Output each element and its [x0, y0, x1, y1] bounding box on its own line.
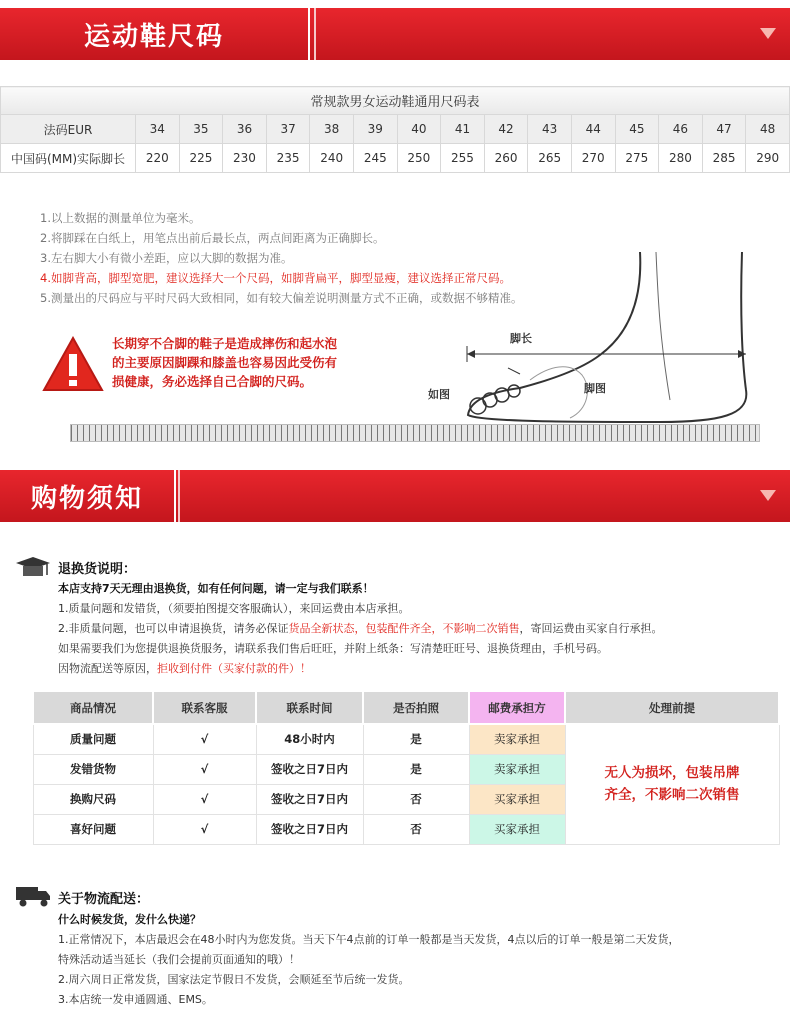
returns-line: 1.质量问题和发错货，（须要拍图提交客服确认），来回运费由本店承担。: [58, 602, 410, 615]
mm-size-cell: 250: [397, 144, 441, 173]
eur-size-row: [1, 115, 790, 144]
eur-size-cell: 35: [179, 115, 223, 144]
mm-size-cell: 265: [528, 144, 572, 173]
returns-table: [32, 690, 780, 845]
table-cell: 换购尺码: [33, 784, 153, 814]
shipping-question: 什么时候发货，发什么快递？: [58, 913, 201, 926]
shop-banner: [0, 470, 790, 522]
truck-icon: [14, 884, 52, 908]
returns-line: [58, 659, 788, 679]
size-table-caption: 常规款男女运动鞋通用尺码表: [1, 87, 790, 115]
eur-size-cell: 40: [397, 115, 441, 144]
warning-line: 损健康，务必选择自己合脚的尺码。: [112, 374, 313, 389]
returns-line-part: 2.非质量问题，也可以申请退换货，请务必保证: [58, 622, 289, 635]
size-banner: [0, 8, 790, 60]
table-cell: 是: [363, 754, 469, 784]
note-item: 5.测量出的尺码应与平时尺码大致相同，如有较大偏差说明测量方式不正确，或数据不够精准。: [40, 291, 523, 305]
mm-size-cell: 280: [659, 144, 703, 173]
table-cell: 买家承担: [469, 784, 565, 814]
table-cell: 卖家承担: [469, 754, 565, 784]
table-cell: 买家承担: [469, 814, 565, 844]
table-cell: 否: [363, 784, 469, 814]
mm-size-row: [1, 144, 790, 173]
col-header: 联系时间: [256, 691, 363, 724]
table-cell: √: [153, 784, 256, 814]
chevron-down-icon: [760, 28, 776, 39]
table-cell: √: [153, 724, 256, 754]
mm-size-cell: 230: [223, 144, 267, 173]
mm-size-cell: 255: [441, 144, 485, 173]
returns-body: [58, 579, 788, 679]
foot-diagram: [420, 250, 760, 430]
mm-size-cell: 245: [353, 144, 397, 173]
eur-size-cell: 34: [136, 115, 180, 144]
eur-size-cell: 42: [484, 115, 528, 144]
note-item: 4.如脚背高，脚型宽肥，建议选择大一个尺码，如脚背扁平，脚型显瘦，建议选择正常尺码。: [40, 271, 511, 285]
shipping-line: 3.本店统一发申通圆通、EMS。: [58, 993, 213, 1006]
table-cell: 否: [363, 814, 469, 844]
mm-size-cell: 275: [615, 144, 659, 173]
returns-refusal: 拒收到付件（买家付款的件）！: [157, 662, 311, 675]
note-item: 3.左右脚大小有微小差距，应以大脚的数据为准。: [40, 251, 293, 265]
shipping-line: 2.周六周日正常发货，国家法定节假日不发货，会顺延至节后统一发货。: [58, 973, 410, 986]
ruler: [70, 424, 760, 442]
mm-size-cell: 285: [702, 144, 746, 173]
note-item: 2.将脚踩在白纸上，用笔点出前后最长点，两点间距离为正确脚长。: [40, 231, 385, 245]
shipping-line: 1.正常情况下，本店最迟会在48小时内为您发货。当天下午4点前的订单一般都是当天发货，4点以后的订单一般是第二天发货，: [58, 933, 680, 946]
table-cell: 发错货物: [33, 754, 153, 784]
mm-size-cell: 240: [310, 144, 354, 173]
eur-size-cell: 48: [746, 115, 790, 144]
size-chart-table: [0, 86, 790, 173]
banner-divider: [314, 8, 316, 60]
eur-size-cell: 45: [615, 115, 659, 144]
col-header: 是否拍照: [363, 691, 469, 724]
mm-size-cell: 225: [179, 144, 223, 173]
returns-lead: 本店支持7天无理由退换货，如有任何问题，请一定与我们联系！: [58, 582, 374, 595]
warning-icon: [42, 336, 104, 392]
size-banner-title-box: [0, 8, 310, 60]
table-cell: 签收之日7日内: [256, 814, 363, 844]
graduation-cap-icon: [14, 555, 52, 579]
mm-size-cell: 260: [484, 144, 528, 173]
col-header: 商品情况: [33, 691, 153, 724]
size-banner-title: 运动鞋尺码: [83, 21, 224, 52]
eur-size-cell: 38: [310, 115, 354, 144]
table-cell: 是: [363, 724, 469, 754]
eur-size-cell: 41: [441, 115, 485, 144]
table-cell: 质量问题: [33, 724, 153, 754]
mm-size-cell: 270: [571, 144, 615, 173]
shop-banner-title: 购物须知: [30, 483, 143, 514]
eur-size-cell: 37: [266, 115, 310, 144]
mm-size-cell: 290: [746, 144, 790, 173]
chevron-down-icon: [760, 490, 776, 501]
shipping-heading: 关于物流配送：: [58, 892, 150, 907]
returns-table-header: [33, 691, 779, 724]
eur-size-cell: 43: [528, 115, 572, 144]
col-header: 联系客服: [153, 691, 256, 724]
shipping-line: 特殊活动适当延长（我们会提前页面通知的哦）！: [58, 953, 300, 966]
returns-line: 如果需要我们为您提供退换货服务，请联系我们售后旺旺，并附上纸条：写清楚旺旺号、退换货理由，手机号码。: [58, 642, 608, 655]
eur-size-cell: 39: [353, 115, 397, 144]
col-header: 邮费承担方: [469, 691, 565, 724]
warning-line: 的主要原因脚踝和膝盖也容易因此受伤有: [112, 355, 338, 370]
mm-label: 中国码(MM)实际脚长: [1, 144, 136, 173]
returns-condition: 货品全新状态，包装配件齐全，不影响二次销售: [288, 622, 520, 635]
table-cell: 48小时内: [256, 724, 363, 754]
table-cell: √: [153, 754, 256, 784]
mm-size-cell: 235: [266, 144, 310, 173]
eur-label: 法码EUR: [1, 115, 136, 144]
shipping-body: [58, 910, 788, 1010]
foot-diagram-label: 脚图: [584, 382, 606, 395]
premise-line: 无人为损坏，包装吊牌: [604, 765, 740, 782]
foot-example-label: 如图: [428, 388, 450, 401]
table-cell: √: [153, 814, 256, 844]
eur-size-cell: 47: [702, 115, 746, 144]
banner-divider: [178, 470, 180, 522]
warning-text: [112, 334, 337, 391]
returns-line: [58, 619, 788, 639]
table-cell: 签收之日7日内: [256, 784, 363, 814]
eur-size-cell: 44: [571, 115, 615, 144]
eur-size-cell: 36: [223, 115, 267, 144]
note-item: 1.以上数据的测量单位为毫米。: [40, 211, 201, 225]
table-cell: 喜好问题: [33, 814, 153, 844]
warning-line: 长期穿不合脚的鞋子是造成摔伤和起水泡: [112, 336, 338, 351]
returns-line-part: 因物流配送等原因，: [58, 662, 157, 675]
table-row: [33, 724, 779, 754]
premise-line: 齐全，不影响二次销售: [604, 787, 740, 804]
shop-banner-title-box: [0, 470, 176, 522]
premise-cell: [565, 724, 779, 844]
returns-line-part: ，寄回运费由买家自行承担。: [519, 622, 663, 635]
foot-length-label: 脚长: [510, 332, 532, 345]
table-cell: 签收之日7日内: [256, 754, 363, 784]
eur-size-cell: 46: [659, 115, 703, 144]
mm-size-cell: 220: [136, 144, 180, 173]
returns-heading: 退换货说明：: [58, 562, 137, 577]
col-header: 处理前提: [565, 691, 779, 724]
table-cell: 卖家承担: [469, 724, 565, 754]
